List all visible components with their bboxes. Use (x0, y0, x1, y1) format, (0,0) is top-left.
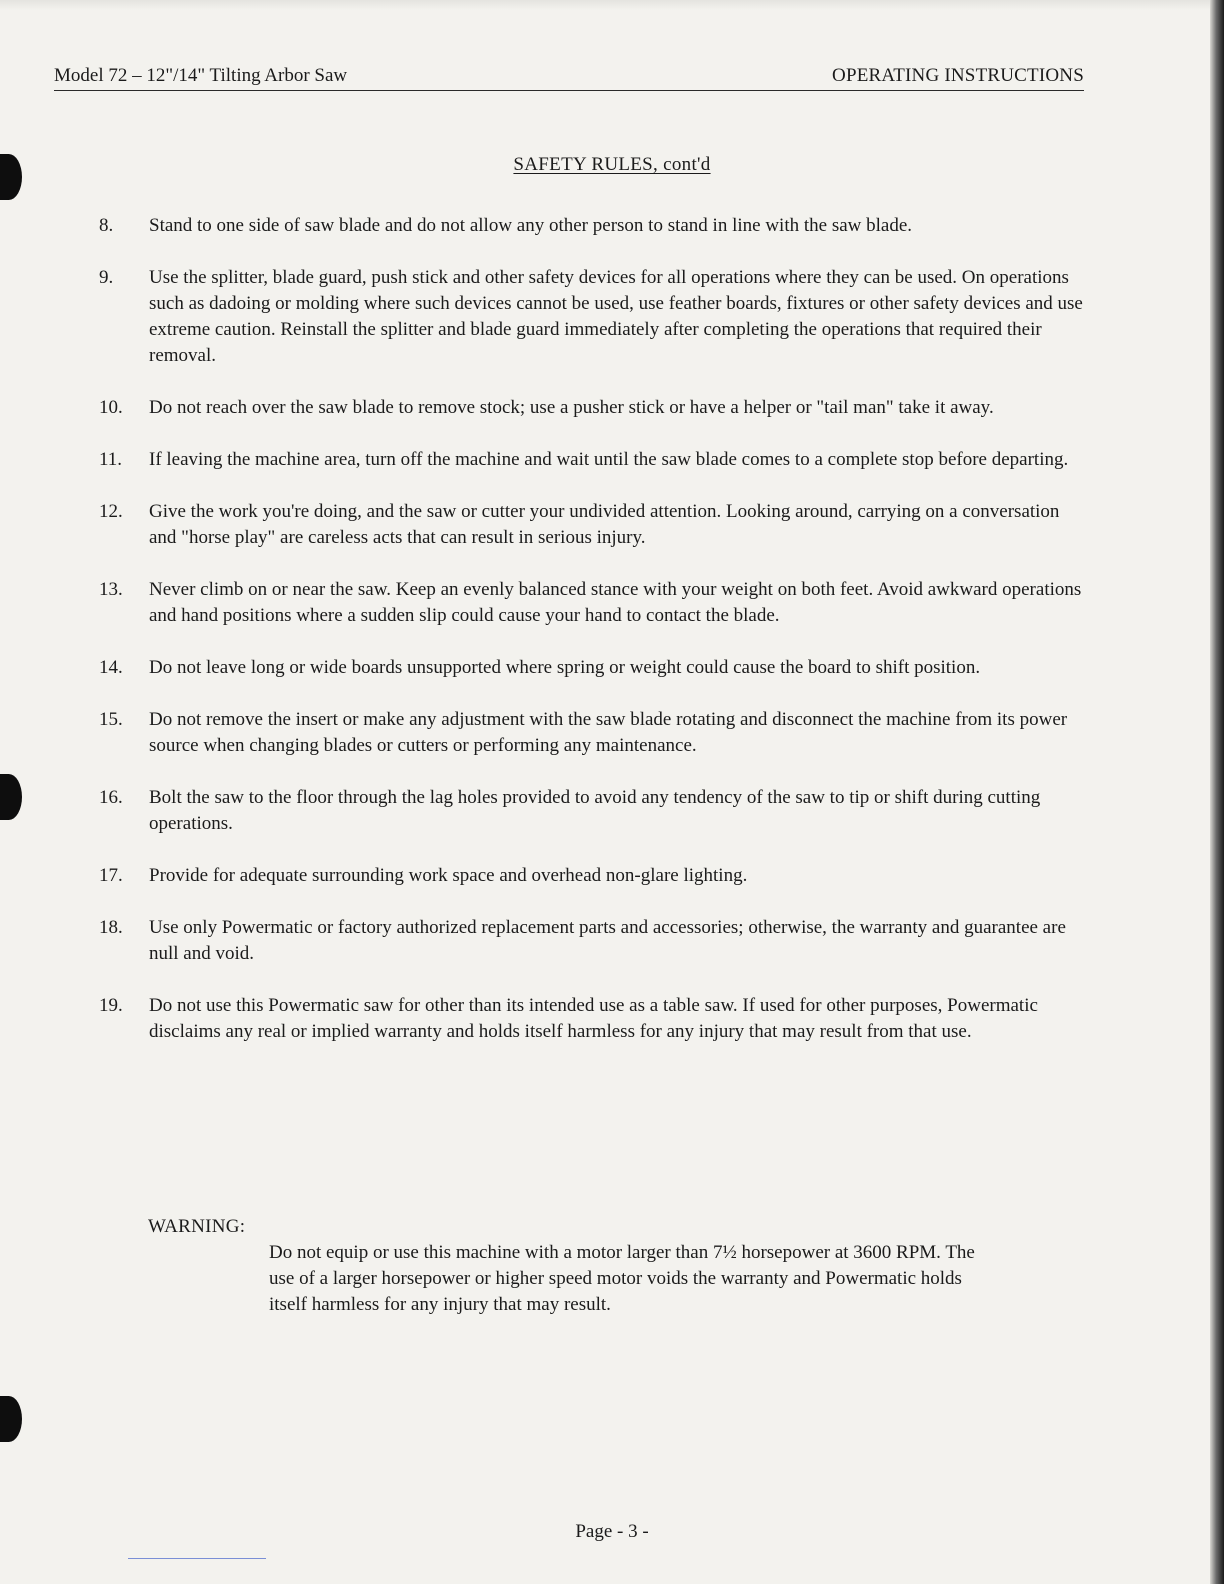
rule-number: 15. (99, 709, 123, 730)
rule-text: Bolt the saw to the floor through the lag holes provided to avoid any tendency of the saw to tip or shift during cutting operations. (149, 787, 1041, 834)
rule-item-16 (99, 785, 1089, 837)
rule-number: 19. (99, 995, 123, 1016)
rule-number: 14. (99, 657, 123, 678)
running-header (54, 62, 1084, 91)
header-section-label: OPERATING INSTRUCTIONS (832, 65, 1084, 86)
rule-item-12 (99, 499, 1089, 551)
rule-item-19 (99, 993, 1089, 1045)
section-title-text: SAFETY RULES, cont'd (513, 154, 711, 175)
rule-number: 17. (99, 865, 123, 886)
rule-number: 8. (99, 215, 114, 236)
scan-artifact-line (128, 1558, 266, 1559)
rule-number: 18. (99, 917, 123, 938)
rule-text: Do not leave long or wide boards unsupported where spring or weight could cause the board to shift position. (149, 657, 981, 678)
rule-item-18 (99, 915, 1089, 967)
rule-item-11 (99, 447, 1089, 473)
warning-label: WARNING: (148, 1216, 246, 1237)
page-number: Page - 3 - (575, 1521, 649, 1542)
rule-text: Provide for adequate surrounding work space and overhead non-glare lighting. (149, 865, 748, 886)
scan-right-edge (1210, 0, 1224, 1584)
rule-item-17 (99, 863, 1089, 889)
punch-hole-middle (0, 774, 22, 820)
warning-text: Do not equip or use this machine with a motor larger than 7½ horsepower at 3600 RPM. The use of a larger horsepower or higher speed motor voids the warranty and Powermatic holds itself harmless for any injury that may result. (269, 1242, 975, 1315)
rule-text: Use the splitter, blade guard, push stick and other safety devices for all operations where they can be used. On operations such as dadoing or molding where such devices cannot be used, use feather boards, fixtures or other safety devices and use extreme caution. Reinstall the splitter and blade guard immediately after completing the operations that required their removal. (149, 267, 1083, 366)
rule-text: If leaving the machine area, turn off the machine and wait until the saw blade comes to a complete stop before departing. (149, 449, 1069, 470)
rule-number: 10. (99, 397, 123, 418)
header-model-title: Model 72 – 12"/14" Tilting Arbor Saw (54, 65, 348, 86)
rule-text: Give the work you're doing, and the saw or cutter your undivided attention. Looking around, carrying on a conversation and "horse play" are careless acts that can result in serious injury. (149, 501, 1060, 548)
scan-top-shadow (0, 0, 1224, 10)
rule-text: Do not remove the insert or make any adjustment with the saw blade rotating and disconnect the machine from its power source when changing blades or cutters or performing any maintenance. (149, 709, 1068, 756)
rule-item-8 (99, 213, 1089, 239)
safety-rules-list (99, 213, 1089, 1045)
punch-hole-bottom (0, 1396, 22, 1442)
rule-text: Use only Powermatic or factory authorized replacement parts and accessories; otherwise, the warranty and guarantee are null and void. (149, 917, 1066, 964)
warning-block (148, 1214, 1048, 1318)
rule-text: Stand to one side of saw blade and do not allow any other person to stand in line with the saw blade. (149, 215, 913, 236)
rule-text: Never climb on or near the saw. Keep an evenly balanced stance with your weight on both feet. Avoid awkward operations and hand positions where a sudden slip could cause your hand to contact the blade. (149, 579, 1082, 626)
rule-text: Do not use this Powermatic saw for other than its intended use as a table saw. If used for other purposes, Powermatic disclaims any real or implied warranty and holds itself harmless for any injury that may result from that use. (149, 995, 1038, 1042)
rule-item-9 (99, 265, 1089, 369)
rule-item-15 (99, 707, 1089, 759)
rule-number: 12. (99, 501, 123, 522)
rule-item-14 (99, 655, 1089, 681)
rule-item-13 (99, 577, 1089, 629)
rule-number: 11. (99, 449, 123, 470)
rule-item-10 (99, 395, 1089, 421)
rule-text: Do not reach over the saw blade to remove stock; use a pusher stick or have a helper or "tail man" take it away. (149, 397, 994, 418)
section-title (0, 154, 1224, 176)
rule-number: 13. (99, 579, 123, 600)
rule-number: 9. (99, 267, 114, 288)
rule-number: 16. (99, 787, 123, 808)
